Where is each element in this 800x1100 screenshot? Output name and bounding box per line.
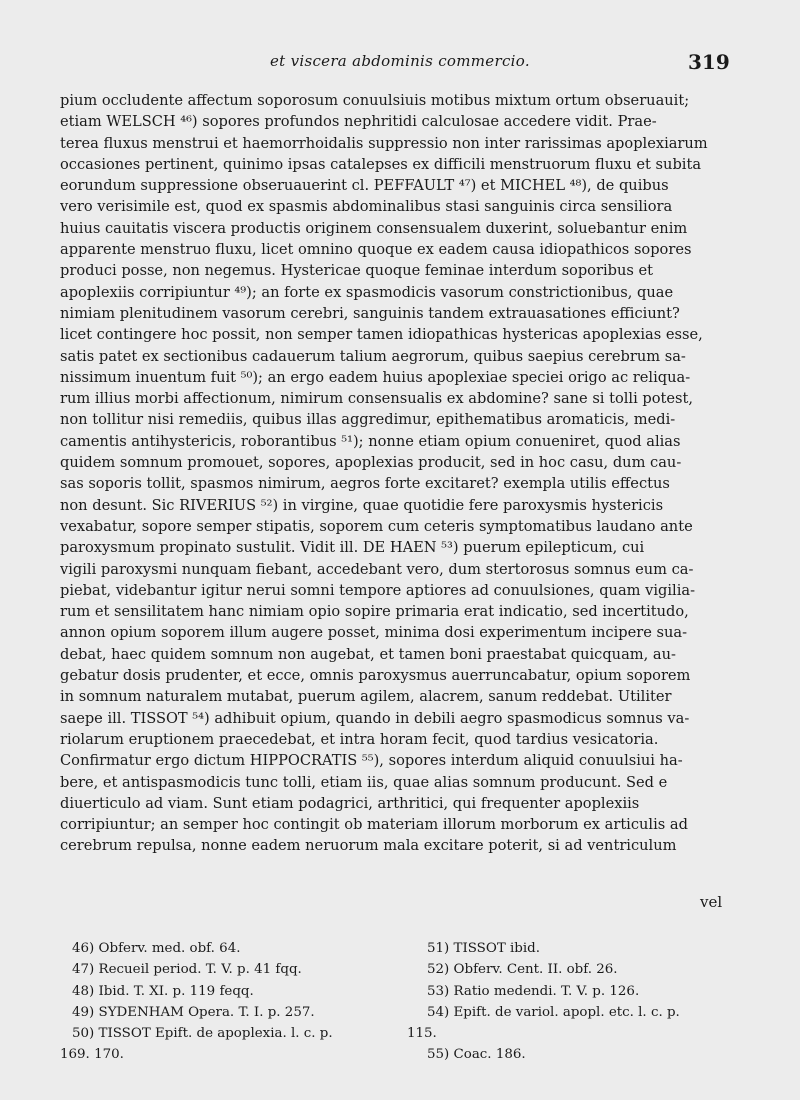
text-line: terea fluxus menstrui et haemorrhoidalis suppressio non inter rarissimas apoplexiarum [60,134,708,152]
text-line: occasiones pertinent, quinimo ipsas catalepses ex difficili menstruorum fluxu et subita [60,155,702,173]
footnote: 55) Coac. 186. [427,1047,526,1063]
text-line: non tollitur nisi remediis, quibus illas aggredimur, epithematibus aromaticis, medi- [60,411,676,429]
text-line: huius cauitatis viscera productis originem consensualem duxerint, soluebantur enim [60,219,688,237]
text-line: rum et sensilitatem hanc nimiam opio sopire primaria erat indicatio, sed incertitudo, [60,603,689,621]
text-line: vero verisimile est, quod ex spasmis abdominalibus stasi sanguinis circa sensiliora [60,198,673,216]
footnote-continuation: 115. [407,1026,437,1042]
text-line: corripiuntur; an semper hoc contingit ob materiam illorum morborum ex articulis ad [60,816,688,834]
text-line: in somnum naturalem mutabat, puerum agilem, alacrem, sanum reddebat. Utiliter [60,688,672,706]
footnote: 46) Obferv. med. obf. 64. [72,941,241,956]
text-line: etiam WELSCH ⁴⁶) sopores profundos nephritidi calculosae accedere vidit. Prae- [60,113,657,131]
text-line: non desunt. Sic RIVERIUS ⁵²) in virgine, quae quotidie fere paroxysmis hystericis [60,496,664,514]
footnote: 49) SYDENHAM Opera. T. I. p. 257. [72,1004,315,1020]
body-text [60,90,740,857]
text-line: vigili paroxysmi nunquam fiebant, accedebant vero, dum stertorosus somnus eum ca- [60,560,694,578]
footnote-continuation: 169. 170. [60,1047,124,1063]
text-line: satis patet ex sectionibus cadauerum talium aegrorum, quibus saepius cerebrum sa- [60,347,686,365]
text-line: cerebrum repulsa, nonne eadem neruorum mala excitare poterit, si ad ventriculum [60,837,677,855]
running-title: et viscera abdominis commercio. [270,52,530,70]
text-line: paroxysmum propinato sustulit. Vidit ill. DE HAEN ⁵³) puerum epilepticum, cui [60,539,645,557]
text-line: licet contingere hoc possit, non semper tamen idiopathicas hystericas apoplexias esse, [60,326,703,344]
footnote: 54) Epift. de variol. apopl. etc. l. c. p. [427,1004,680,1020]
text-line: quidem somnum promouet, sopores, apoplexias producit, sed in hoc casu, dum cau- [60,454,682,472]
text-line: annon opium soporem illum augere posset, minima dosi experimentum incipere sua- [60,624,688,642]
text-line: bere, et antispasmodicis tunc tolli, etiam iis, quae alias somnum producunt. Sed e [60,773,668,791]
text-line: pium occludente affectum soporosum conuulsiuis motibus mixtum ortum obseruauit; [60,92,690,109]
text-line: riolarum eruptionem praecedebat, et intra horam fecit, quod tardius vesicatoria. [60,730,659,748]
text-line: camentis antihystericis, roborantibus ⁵¹); nonne etiam opium conueniret, quod alias [60,432,681,450]
text-line: eorundum suppressione obseruauerint cl. PEFFAULT ⁴⁷) et MICHEL ⁴⁸), de quibus [60,177,669,195]
footnote: 48) Ibid. T. XI. p. 119 feqq. [72,983,254,999]
text-line: produci posse, non negemus. Hystericae quoque feminae interdum soporibus et [60,262,653,280]
text-line: saepe ill. TISSOT ⁵⁴) adhibuit opium, quando in debili aegro spasmodicus somnus va- [60,709,690,727]
text-line: apparente menstruo fluxu, licet omnino quoque ex eadem causa idiopathicos sopores [60,241,692,259]
footnotes-right-column [407,938,757,1066]
text-line: debat, haec quidem somnum non augebat, et tamen boni praestabat quicquam, au- [60,645,676,663]
footnote: 52) Obferv. Cent. II. obf. 26. [427,962,618,978]
text-line: nimiam plenitudinem vasorum cerebri, sanguinis tandem extrauasationes efficiunt? [60,304,680,322]
text-line: vexabatur, sopore semper stipatis, soporem cum ceteris symptomatibus laudano ante [60,517,693,535]
text-line: sas soporis tollit, spasmos nimirum, aegros forte excitaret? exempla utilis effectus [60,475,670,493]
text-line: Confirmatur ergo dictum HIPPOCRATIS ⁵⁵), sopores interdum aliquid conuulsiui ha- [60,752,683,770]
text-line: nissimum inuentum fuit ⁵⁰); an ergo eadem huius apoplexiae speciei origo ac reliqua- [60,368,691,386]
footnote: 47) Recueil period. T. V. p. 41 fqq. [72,962,302,978]
catchword: vel [700,893,723,911]
text-line: diuerticulo ad viam. Sunt etiam podagrici, arthritici, qui frequenter apoplexiis [60,794,640,812]
footnote: 50) TISSOT Epift. de apoplexia. l. c. p. [72,1026,333,1042]
footnotes-left-column [60,938,432,1066]
text-line: gebatur dosis prudenter, et ecce, omnis paroxysmus auerruncabatur, opium soporem [60,667,691,685]
footnote: 51) TISSOT ibid. [427,941,540,956]
page-number: 319 [688,50,730,74]
text-line: piebat, videbantur igitur nerui somni tempore aptiores ad conuulsiones, quam vigilia- [60,581,696,599]
text-line: rum illius morbi affectionum, nimirum consensualis ex abdomine? sane si tolli potest, [60,390,694,408]
text-line: apoplexiis corripiuntur ⁴⁹); an forte ex spasmodicis vasorum constrictionibus, quae [60,283,674,301]
footnote: 53) Ratio medendi. T. V. p. 126. [427,983,640,999]
